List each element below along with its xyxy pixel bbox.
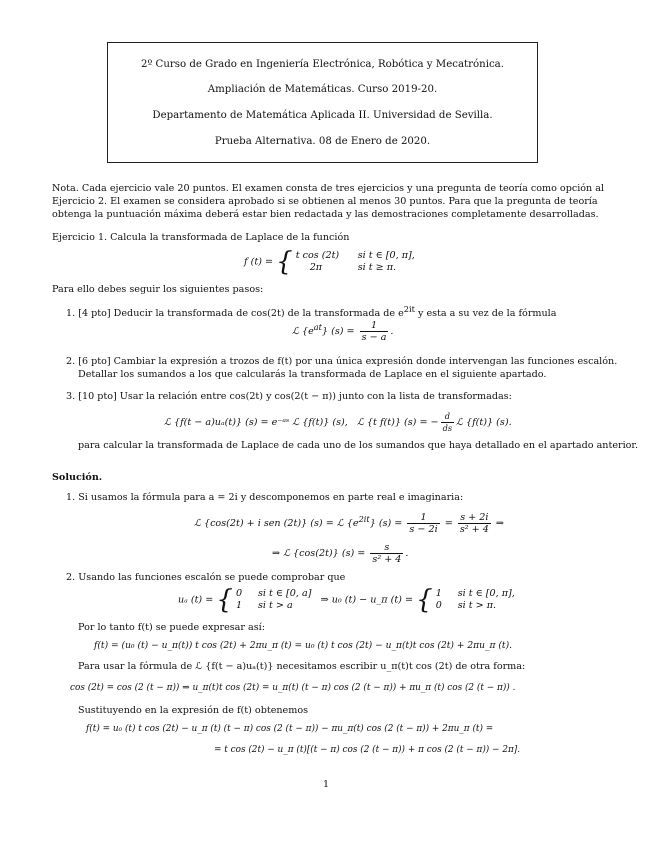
- header-box: [107, 42, 538, 163]
- header-course: 2º Curso de Grado en Ingeniería Electrónica, Robótica y Mecatrónica.: [141, 59, 504, 70]
- formula1-exp: at: [313, 321, 322, 332]
- page-number: 1: [323, 779, 330, 790]
- s2-text2: Por lo tanto f(t) se puede expresar así:: [78, 622, 265, 633]
- s1-eq2-lhs: ⇒ ℒ {cos(2t)} (s) =: [272, 548, 366, 559]
- formula1-lhs: ℒ {e: [292, 326, 314, 337]
- s2-d-c2c: si t > π.: [457, 600, 497, 611]
- nota-label: Nota.: [52, 183, 79, 194]
- steps-intro: Para ello debes seguir los siguientes pasos:: [52, 284, 264, 295]
- s2-ua-brace: {: [216, 585, 233, 615]
- nota-line3: obtenga la puntuación máxima deberá estar bien redactada y las demostraciones completamente desarrolladas.: [52, 209, 599, 220]
- step2-text1: [6 pto] Cambiar la expresión a trozos de f(t) por una única expresión donde intervengan las funciones escalón.: [78, 356, 618, 367]
- s2-text: Usando las funciones escalón se puede comprobar que: [78, 572, 346, 583]
- header-department: Departamento de Matemática Aplicada II. Universidad de Sevilla.: [152, 110, 493, 121]
- s2-d-c1v: 1: [435, 588, 442, 599]
- solution-step2: [66, 572, 345, 583]
- s2-diff-brace: {: [416, 585, 433, 615]
- case2-expr: 2π: [309, 262, 323, 273]
- s1-eq1-frac1: [407, 512, 439, 535]
- exercise-label: Ejercicio 1.: [52, 232, 108, 243]
- solution-step1: [66, 492, 463, 503]
- formula1-den: s − a: [361, 332, 387, 343]
- nota-line2: Ejercicio 2. El examen se considera aprobado si se obtienen al menos 30 puntos. Para que la pregunta de teoría: [52, 196, 598, 207]
- step1-text: [4 pto] Deducir la transformada de cos(2t) de la transformada de e: [78, 308, 404, 320]
- s2-text4: Sustituyendo en la expresión de f(t) obtenemos: [78, 705, 309, 716]
- formula3b-lhs: ℒ {t f(t)} (s) = −: [356, 417, 439, 428]
- s1-equation1: [194, 512, 504, 535]
- s1-eq1-frac2: [458, 512, 491, 535]
- s1-eq1-eq: =: [444, 518, 453, 529]
- s2-equation5: f(t) = u₀ (t) t cos (2t) − u_π (t) (t − π) cos (2 (t − π)) − πu_π(t) cos (2 (t − π)) + 2πu_π (t) =: [86, 724, 494, 734]
- s2-ua: uₐ (t) =: [178, 594, 214, 606]
- s2-equation4: cos (2t) = cos (2 (t − π)) ⇒ u_π(t)t cos (2t) = u_π(t) (t − π) cos (2 (t − π)) + πu_π (t) cos (2 (t − π)) .: [70, 683, 516, 693]
- s2-ua-cases: [236, 588, 312, 612]
- step3-text1: [10 pto] Usar la relación entre cos(2t) y cos(2(t − π)) junto con la lista de transformadas:: [78, 391, 512, 402]
- step1-exp: 2it: [403, 304, 415, 314]
- s1-eq1-f1n: 1: [407, 512, 439, 524]
- step1: [66, 304, 556, 319]
- function-definition: [244, 247, 415, 277]
- header-exam: Prueba Alternativa. 08 de Enero de 2020.: [214, 136, 431, 147]
- formula3a: ℒ {f(t − a)uₐ(t)} (s) = e⁻ᵃˢ ℒ {f(t)} (s),: [164, 417, 348, 428]
- s2-ua-c1c: si t ∈ [0, a]: [257, 588, 312, 599]
- exercise-intro: Calcula la transformada de Laplace de la función: [110, 232, 350, 243]
- step2-num: 2.: [66, 356, 76, 367]
- s2-d-c1c: si t ∈ [0, π],: [457, 588, 515, 599]
- case1-expr: t cos (2t): [295, 250, 340, 261]
- step2-line2: Detallar los sumandos a los que calcularás la transformada de Laplace en el siguiente apartado.: [78, 369, 547, 380]
- case1-cond: si t ∈ [0, π],: [357, 250, 415, 261]
- s1-eq1-f2n: s + 2i: [458, 512, 491, 524]
- s1-text: Si usamos la fórmula para a = 2i y descomponemos en parte real e imaginaria:: [78, 492, 464, 503]
- s2-diff-cases: [436, 588, 515, 612]
- s1-eq2-fn: s: [370, 542, 403, 554]
- s2-ua-c2c: si t > a: [257, 600, 293, 611]
- s1-eq1-arrow: ⇒: [495, 518, 504, 529]
- function-lhs: f (t) =: [244, 256, 274, 268]
- s2-equation6: = t cos (2t) − u_π (t)[(t − π) cos (2 (t − π)) + π cos (2 (t − π)) − 2π].: [214, 745, 521, 755]
- solution-heading: Solución.: [52, 472, 103, 483]
- s1-num: 1.: [66, 492, 76, 503]
- s1-eq1-f1d: s − 2i: [409, 524, 438, 535]
- s1-eq1-lhs: ℒ {cos(2t) + i sen (2t)} (s) = ℒ {e: [194, 518, 359, 529]
- formula3b-derivative: [441, 411, 454, 434]
- formula1-mid: } (s) =: [321, 326, 355, 337]
- formula-laplace-list: [164, 411, 512, 434]
- step3-line1: [66, 391, 512, 402]
- s2-ua-c1v: 0: [235, 588, 243, 599]
- s2-ua-c2v: 1: [235, 600, 243, 611]
- nota-text1: Cada ejercicio vale 20 puntos. El examen consta de tres ejercicios y una pregunta de teoría como opción al: [81, 183, 605, 194]
- case2-cond: si t ≥ π.: [357, 262, 397, 273]
- s1-eq1-f2d: s² + 4: [459, 524, 489, 535]
- s1-eq1-exp: 2it: [358, 513, 370, 524]
- formula3b-dnum: d: [441, 411, 454, 423]
- s1-eq2-fd: s² + 4: [372, 554, 402, 565]
- s1-equation2: [272, 542, 408, 565]
- s1-eq2-end: .: [405, 548, 409, 559]
- step3-line2: para calcular la transformada de Laplace de cada uno de los sumandos que haya detallado en el apartado anterior.: [78, 440, 639, 451]
- formula3b-dden: ds: [442, 423, 453, 433]
- exercise-heading: [52, 232, 349, 243]
- function-cases: [296, 250, 415, 274]
- step2-line1: [66, 356, 617, 367]
- s2-diff: ⇒ u₀ (t) − u_π (t) =: [320, 594, 414, 606]
- s2-step-functions: [178, 585, 515, 615]
- step1-num: 1.: [66, 308, 76, 320]
- step1-text2: y esta a su vez de la fórmula: [417, 308, 557, 320]
- formula1-num: 1: [360, 320, 389, 332]
- formula3b-rhs: ℒ {f(t)} (s).: [456, 417, 512, 428]
- formula-exp-transform: ℒ $\{e^{at}\} (s)$ = $\frac{1}{s - a}$ .: [292, 320, 394, 343]
- function-brace: {: [276, 247, 293, 277]
- formula1-fraction: [360, 320, 389, 343]
- nota-line1: [52, 183, 604, 194]
- s1-eq2-frac: [370, 542, 403, 565]
- s1-eq1-mid: } (s) =: [369, 518, 403, 529]
- s2-num: 2.: [66, 572, 76, 583]
- s2-text3: Para usar la fórmula de ℒ {f(t − a)uₐ(t)} necesitamos escribir u_π(t)t cos (2t) de otra forma:: [78, 661, 526, 672]
- header-subject: Ampliación de Matemáticas. Curso 2019-20.: [207, 84, 438, 95]
- s2-equation3: f(t) = (u₀ (t) − u_π(t)) t cos (2t) + 2πu_π (t) = u₀ (t) t cos (2t) − u_π(t)t cos (2t) + 2πu_π (t).: [94, 641, 513, 651]
- step3-num: 3.: [66, 391, 76, 402]
- s2-d-c2v: 0: [435, 600, 442, 611]
